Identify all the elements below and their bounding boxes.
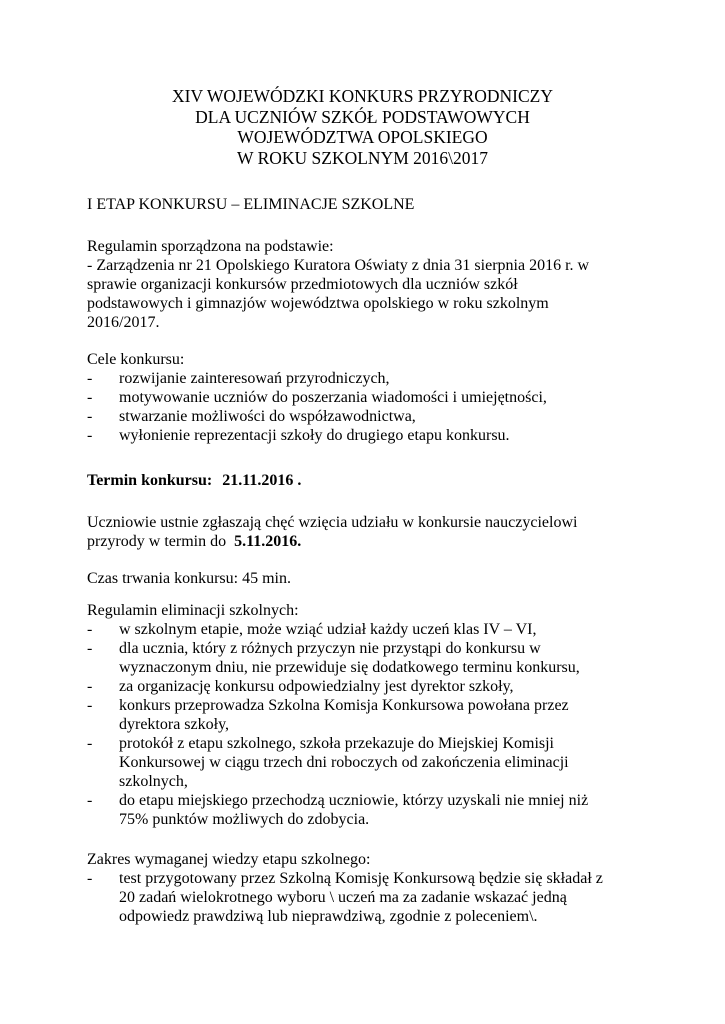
list-item: - dla ucznia, który z różnych przyczyn nie przystąpi do konkursu w wyznaczonym dniu, nie przewiduje się dodatkowego terminu konkursu,: [87, 640, 580, 676]
goals-intro: Cele konkursu:: [87, 351, 185, 368]
basis-line: - Zarządzenia nr 21 Opolskiego Kuratora Oświaty z dnia 31 sierpnia 2016 r. w: [87, 257, 590, 274]
title-line: WOJEWÓDZTWA OPOLSKIEGO: [237, 127, 488, 147]
title-line: XIV WOJEWÓDZKI KONKURS PRZYRODNICZY: [172, 86, 553, 106]
list-item: - protokół z etapu szkolnego, szkoła przekazuje do Miejskiej Komisji Konkursowej w ciągu trzech dni roboczych od zakończenia eliminacji szkolnych,: [87, 735, 569, 790]
list-item: - w szkolnym etapie, może wziąć udział każdy uczeń klas IV – VI,: [87, 621, 537, 638]
scope-intro: Zakres wymaganej wiedzy etapu szkolnego:: [87, 851, 371, 868]
scope-section: [87, 850, 647, 926]
document-title: [0, 86, 725, 168]
contest-date: [87, 471, 647, 490]
list-item: - rozwijanie zainteresowań przyrodniczych,: [87, 370, 390, 387]
list-item: - za organizację konkursu odpowiedzialny jest dyrektor szkoły,: [87, 678, 514, 695]
signup-line: przyrody w termin do: [87, 533, 227, 550]
list-item: - konkurs przeprowadza Szkolna Komisja Konkursowa powołana przez dyrektora szkoły,: [87, 697, 569, 733]
goals-section: [87, 350, 647, 445]
basis-line: 2016/2017.: [87, 314, 160, 331]
signup-line: Uczniowie ustnie zgłaszają chęć wzięcia udziału w konkursie nauczycielowi: [87, 514, 578, 531]
date-value: 21.11.2016 .: [222, 472, 302, 489]
list-item: - wyłonienie reprezentacji szkoły do drugiego etapu konkursu.: [87, 427, 510, 444]
date-label: Termin konkursu:: [87, 472, 213, 489]
list-item: - test przygotowany przez Szkolną Komisję Konkursową będzie się składał z 20 zadań wielokrotnego wyboru \ uczeń ma za zadanie wskazać jedną odpowiedz prawdziwą lub nieprawdziwą, zgodnie z poleceniem\.: [87, 870, 603, 925]
basis-line: sprawie organizacji konkursów przedmiotowych dla uczniów szkół: [87, 276, 518, 293]
rules-section: [87, 601, 647, 829]
basis-section: [87, 237, 647, 332]
duration: Czas trwania konkursu: 45 min.: [87, 570, 291, 587]
list-item: - do etapu miejskiego przechodzą uczniowie, którzy uzyskali nie mniej niż 75% punktów możliwych do zdobycia.: [87, 792, 589, 828]
basis-line: podstawowych i gimnazjów województwa opolskiego w roku szkolnym: [87, 295, 549, 312]
basis-intro: Regulamin sporządzona na podstawie:: [87, 238, 334, 255]
signup-date: 5.11.2016.: [234, 533, 302, 550]
rules-intro: Regulamin eliminacji szkolnych:: [87, 602, 299, 619]
list-item: - motywowanie uczniów do poszerzania wiadomości i umiejętności,: [87, 389, 547, 406]
stage-heading: I ETAP KONKURSU – ELIMINACJE SZKOLNE: [87, 196, 415, 213]
title-line: W ROKU SZKOLNYM 2016\2017: [237, 147, 488, 168]
signup-section: [87, 513, 647, 551]
title-line: DLA UCZNIÓW SZKÓŁ PODSTAWOWYCH: [195, 106, 530, 127]
list-item: - stwarzanie możliwości do współzawodnictwa,: [87, 408, 416, 425]
